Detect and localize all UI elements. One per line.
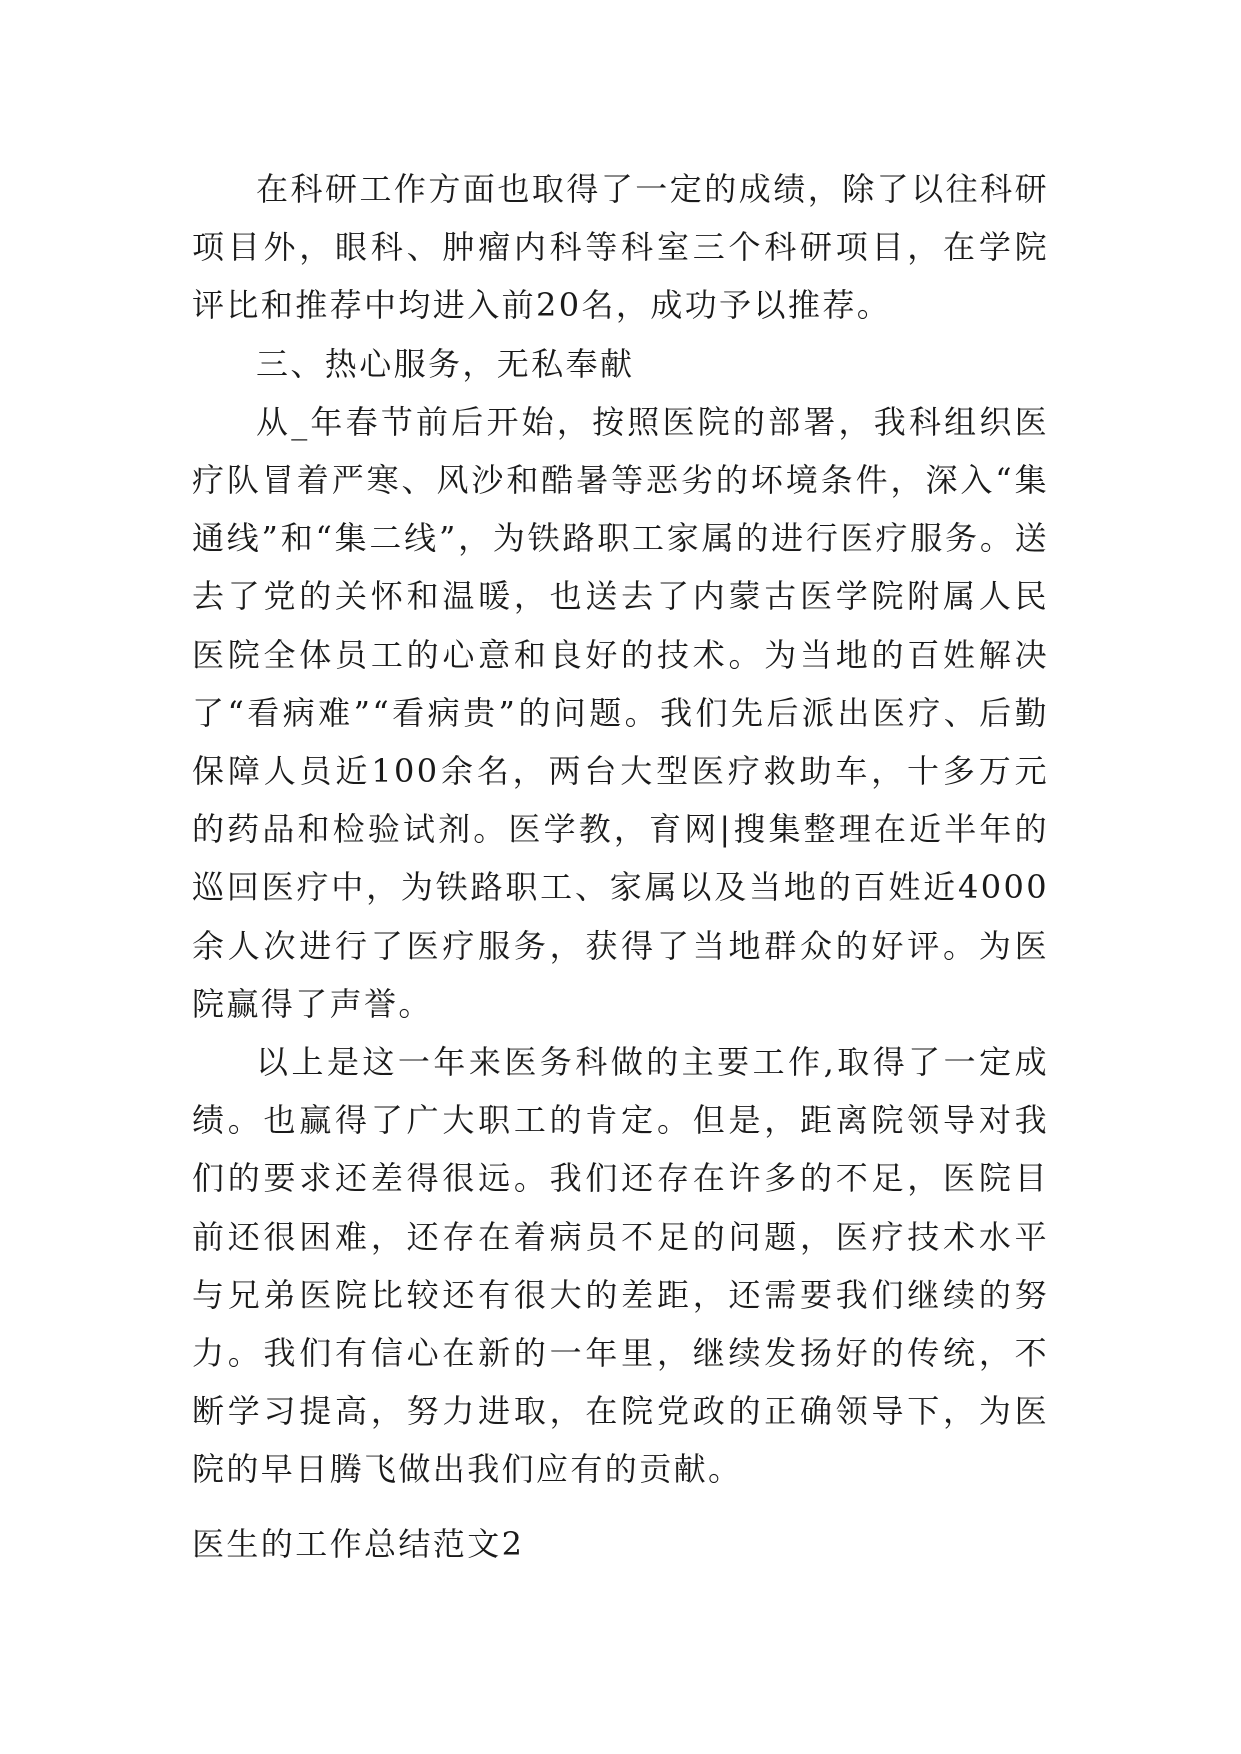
section-title: 医生的工作总结范文2 [192,1525,525,1563]
paragraph-research: 在科研工作方面也取得了一定的成绩，除了以往科研项目外，眼科、肿瘤内科等科室三个科研项目，在学院评比和推荐中均进入前20名，成功予以推荐。 [192,170,1049,325]
paragraph-summary: 以上是这一年来医务科做的主要工作,取得了一定成绩。也赢得了广大职工的肯定。但是，距离院领导对我们的要求还差得很远。我们还存在许多的不足，医院目前还很困难，还存在着病员不足的问题，医疗技术水平与兄弟医院比较还有很大的差距，还需要我们继续的努力。我们有信心在新的一年里，继续发扬好的传统，不断学习提高，努力进取，在院党政的正确领导下，为医院的早日腾飞做出我们应有的贡献。 [192,1043,1049,1489]
paragraph-medical-team: 从_年春节前后开始，按照医院的部署，我科组织医疗队冒着严寒、风沙和酷暑等恶劣的坏境条件，深入“集通线”和“集二线”，为铁路职工家属的进行医疗服务。送去了党的关怀和温暖，也送去了内蒙古医学院附属人民医院全体员工的心意和良好的技术。为当地的百姓解决了“看病难”“看病贵”的问题。我们先后派出医疗、后勤保障人员近100余名，两台大型医疗救助车，十多万元的药品和检验试剂。医学教，育网|搜集整理在近半年的巡回医疗中，为铁路职工、家属以及当地的百姓近4000余人次进行了医疗服务，获得了当地群众的好评。为医院赢得了声誉。 [192,402,1049,1023]
document-body [192,160,1049,1499]
section-heading-service: 三、热心服务，无私奉献 [256,344,635,383]
